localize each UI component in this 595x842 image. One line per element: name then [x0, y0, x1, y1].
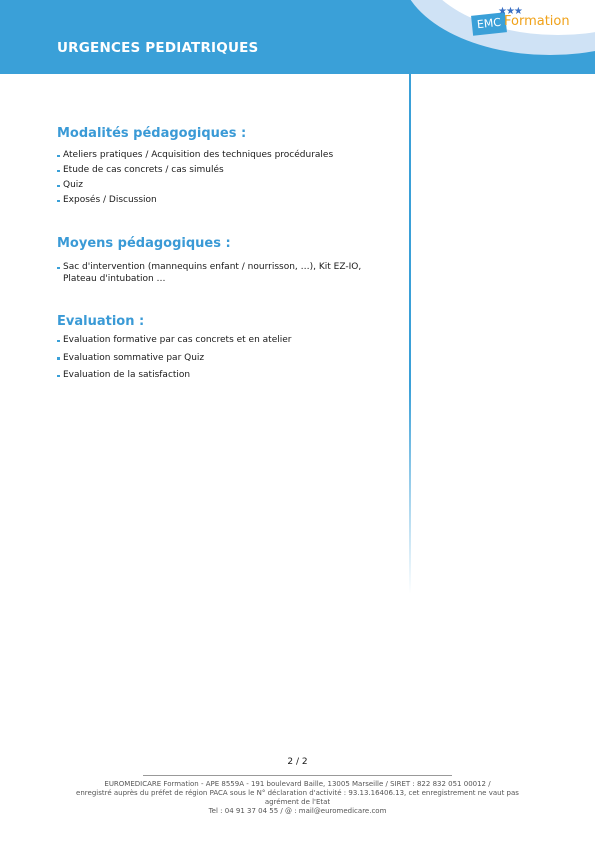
list-item: Sac d'intervention (mannequins enfant / nourrisson, …), Kit EZ-IO, Plateau d'intubation … — [57, 262, 367, 285]
list-evaluation — [57, 335, 377, 385]
footer-line-registration: enregistré auprès du préfet de région PACA sous le N° déclaration d'activité : 93.13.16406.13, cet enregistrement ne vaut pas — [76, 789, 519, 797]
list-item: Evaluation formative par cas concrets et en atelier — [57, 335, 377, 347]
list-item: Evaluation de la satisfaction — [57, 370, 377, 382]
document-title: URGENCES PEDIATRIQUES — [57, 40, 259, 56]
list-item: Evaluation sommative par Quiz — [57, 353, 377, 365]
section-title-moyens: Moyens pédagogiques : — [57, 236, 231, 251]
footer-line-contact: Tel : 04 91 37 04 55 / @ : mail@euromedicare.com — [208, 807, 387, 815]
page-number: 2 / 2 — [287, 757, 308, 767]
logo-formation-text: Formation — [504, 14, 570, 29]
section-title-modalites: Modalités pédagogiques : — [57, 126, 247, 141]
logo-stars-icon: ★★★ — [498, 6, 522, 17]
logo-emc-badge: EMC — [471, 12, 507, 35]
page-footer — [50, 780, 545, 816]
footer-line-agreement: agrément de l'Etat — [264, 798, 331, 806]
list-modalites — [57, 150, 377, 210]
footer-line-company: EUROMEDICARE Formation - APE 8559A - 191 boulevard Baille, 13005 Marseille / SIRET : 822 832 051 00012 / — [104, 780, 491, 788]
list-item: Exposés / Discussion — [57, 195, 377, 207]
list-item: Etude de cas concrets / cas simulés — [57, 165, 377, 177]
section-title-evaluation: Evaluation : — [57, 314, 145, 329]
list-item: Quiz — [57, 180, 377, 192]
emc-formation-logo — [468, 8, 573, 38]
page-header — [0, 0, 595, 74]
vertical-divider — [409, 74, 411, 594]
list-item: Ateliers pratiques / Acquisition des techniques procédurales — [57, 150, 377, 162]
footer-divider — [143, 775, 452, 776]
list-moyens — [57, 262, 367, 289]
